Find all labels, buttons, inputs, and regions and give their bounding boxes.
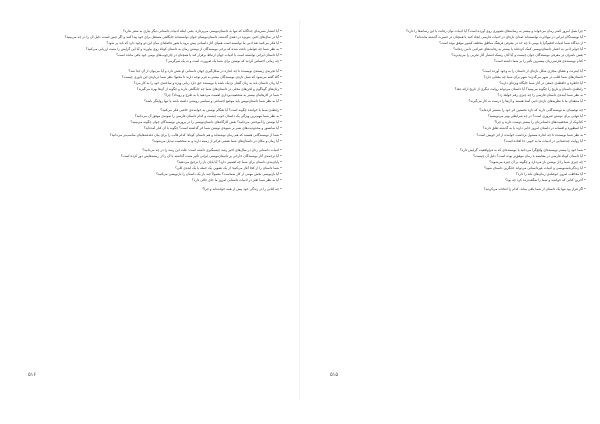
- paragraph: • رابطه‌ی شما با خواننده چگونه است؟ آیا هنگام نوشتن به خواننده‌ی خاصی فکر می‌کنید؟: [160, 108, 282, 113]
- paragraph: • آیا بازنویسی بخش مهمی از کار شماست؟ معمولاً چند بار یک داستان را بازنویسی می‌کنید؟: [156, 172, 282, 177]
- paragraph: • شما در کارهایتان بیشتر به شخصیت‌پردازی اهمیت می‌دهید یا به طرح و رویداد؟ چرا؟: [164, 92, 282, 97]
- paragraph: • داستان‌های شما اغلب در شهر می‌گذرند؛ شهر برای شما چه معنایی دارد؟: [483, 74, 586, 79]
- paragraph: • ادبیات داستانی زنان در سال‌های اخیر رشد چشمگیری داشته است؛ علت این رشد را در چه می‌دانید؟: [142, 147, 282, 152]
- paragraph: • کدام‌یک از شخصیت‌های داستانی‌تان را بیشتر دوست دارید و چرا؟: [494, 120, 586, 125]
- left-page-number: ۵۱۶: [28, 372, 37, 378]
- paragraph: • آیا اینترنت و فضای مجازی شکل تازه‌ای از داستان را به وجود آورده است؟: [482, 68, 586, 73]
- paragraph: • آیا ترجمه‌ی آثار نویسندگان خارجی بر داستان‌نویسی ایرانی تأثیر مثبت گذاشته یا آن را از ریشه‌هایش دور کرده است؟: [120, 153, 282, 158]
- paragraph: • کدام نویسنده‌ی فارسی‌زبان بیشترین تأثیر را بر شما داشته است؟: [493, 59, 586, 64]
- paragraph: • رابطه‌ی داستان و تاریخ را چگونه می‌بینید؟ آیا داستان می‌تواند روایت دیگری از تاریخ ارائه دهد؟: [454, 86, 586, 91]
- right-page-text: [318, 28, 586, 378]
- paragraph: • آیا زندگی‌نامه‌نویسی و ادبیات غیرداستانی می‌تواند جایگزین داستان شود؟: [484, 165, 586, 170]
- right-page-number: ۵۱۵: [330, 372, 339, 378]
- paragraph: • به نظر شما مهم‌ترین ویژگی یک داستان خوب چیست و کدام داستان فارسی را نمونه‌ی موفق آن می‌دانید؟: [134, 114, 282, 119]
- paragraph: • آیا تجربه‌ی زیسته‌ی نویسنده تا چه اندازه در شکل‌گیری جهان داستانی او نقش دارد و آیا می‌توان از آن جدا شد؟: [128, 68, 282, 73]
- paragraph: • آیا نویسندگان ایرانی در مهاجرت توانسته‌اند صدای تازه‌ای در ادبیات فارسی ایجاد کنند یا همچنان در حسرت گذشته مانده‌اند؟: [414, 35, 586, 40]
- paragraph: • چرا نسل امروز کمتر رمان می‌خواند و بیشتر به رسانه‌های تصویری روی آورده است؟ آیا ادبیات توان رقابت با این رسانه‌ها را دارد؟: [406, 29, 586, 33]
- paragraph: • به نظر شما نویسنده تا چه اندازه مسئول برداشت خواننده از اثر خویش است؟: [476, 132, 586, 137]
- paragraph: • آیا انتشار نشریه‌ای جداگانه که تنها به داستان‌نویسی می‌پردازد، یعنی اینکه ادبیات داستانی دیگر نیازی به شعر ندارد؟: [122, 29, 282, 33]
- paragraph: • گاه گفته می‌شود که نسل تازه‌ی نویسندگان بیشتر به فرم توجه دارند تا محتوا؛ نظر شما درباره‌ی این داوری چیست؟: [121, 74, 282, 79]
- right-page: [300, 0, 600, 424]
- paragraph: • آخرین کتابی که خواندید و شما را شگفت‌زده کرد چه بود؟: [505, 178, 586, 183]
- paragraph: • آیا در سال‌های اخیر، به‌ویژه در دهه‌ی گذشته، داستان‌نویسان جوان توانسته‌اند جایگاهی مستقل برای خود پیدا کنند و اگر چنین است، دلیل آن را در چه می‌بینید؟: [64, 35, 282, 40]
- paragraph: • آیا اسطوره و افسانه در داستان امروز جایی دارند یا به گذشته تعلق دارند؟: [482, 126, 586, 131]
- paragraph: • زبان‌های گوناگون و لحن‌های محلی در داستان‌های شما چه جایگاهی دارند و چگونه از آن‌ها بهره می‌گیرید؟: [136, 86, 282, 91]
- paragraph: • از دیدگاه شما ادبیات اقلیم‌گرا یا بومی تا چه حد در معرفی فرهنگ مناطق مختلف کشور موفق بوده است؟: [439, 41, 586, 46]
- paragraph: • آیا داستان کوتاه فارسی در مقایسه با رمان موفق‌تر بوده است؟ دلیل آن چیست؟: [473, 153, 586, 158]
- paragraph: • چه چیزی شما را از نوشتن باز می‌دارد و چگونه بر آن چیره می‌شوید؟: [489, 159, 586, 164]
- paragraph: • آیا نوشتن را آموختنی می‌دانید؟ نقش کارگاه‌های داستان‌نویسی را در پرورش نویسندگان جوان چگونه می‌بینید؟: [130, 120, 282, 125]
- paragraph: • آیا زبان داستان باید به زبان گفتار نزدیک باشد یا نویسنده حق دارد زبانی ویژه و ساخته‌ی خود را به کار ببرد؟: [133, 80, 282, 85]
- paragraph: • چه زمانی احساس کردید که نوشتن برای شما یک ضرورت است و نه یک سرگرمی؟: [165, 59, 282, 64]
- paragraph: • اگر قرار بود تنها یک داستان از شما باقی بماند، کدام را انتخاب می‌کردید؟: [483, 187, 586, 192]
- paragraph: • شما داستان را از کجا آغاز می‌کنید؛ از یک تصویر، یک جمله یا یک ایده‌ی کلی؟: [175, 165, 282, 170]
- paragraph: • به نظر شما آینده‌ی داستان فارسی را چه چیزی رقم خواهد زد؟: [497, 92, 586, 97]
- paragraph: • آیا به نظر شما طنز در ادبیات داستانی امروز ما جای خالی دارد؟: [192, 178, 282, 183]
- left-page-text: [14, 28, 282, 378]
- paragraph: • چه کتابی را در زندگی خود بیش از همه خوانده‌اید و چرا؟: [202, 187, 282, 192]
- paragraph: • پایان‌بندی داستان برای شما چه اهمیتی دارد؟ آیا پایان باز را ترجیح می‌دهید؟: [176, 159, 282, 164]
- paragraph: • نقش ناشران در معرفی نویسندگان جوان چیست و آیا آنان ریسک انتشار آثار تجربی را می‌پذیرند؟: [451, 53, 586, 58]
- paragraph: • آیا مخاطب امروز حوصله‌ی رمان‌های بلند را دارد؟: [515, 172, 586, 177]
- paragraph: • آیا به نظر شما داستان‌نویس باید موضع اجتماعی و سیاسی روشنی داشته باشد یا تنها روایتگر باشد؟: [144, 99, 282, 104]
- paragraph: • آیا زمان و مکان در داستان‌های شما نقشی فراتر از زمینه دارند و به شخصیت تبدیل می‌شوند؟: [152, 138, 282, 143]
- paragraph: • آیا خاطره و حافظه‌ی جمعی در آثار شما جایگاه ویژه‌ای دارند؟: [499, 80, 586, 85]
- paragraph: • آیا فکر می‌کنید نقد ادبی ما توانسته است همپای آثار داستانی پیش برود یا هنوز فاصله‌ای میان این دو وجود دارد که باید پر شود؟: [106, 41, 282, 46]
- paragraph: • آیا جوایز ادبی به اعتبار داستان‌نویسی کمک کرده‌اند یا بیشتر به رقابت‌های غیرادبی دامن زده‌اند؟: [453, 47, 586, 52]
- paragraph: • شما از نویسندگانی هستید که هم رمان نوشته‌اید و هم داستان کوتاه؛ کدام قالب را برای بیان دغدغه‌هایتان مناسب‌تر می‌دانید؟: [109, 132, 282, 137]
- paragraph: • آیا تنهایی برای نوشتن ضروری است؟ در چه شرایطی بهتر می‌نویسید؟: [487, 114, 586, 119]
- paragraph: • چه توصیه‌ای به نویسندگانی دارید که تازه نخستین اثر خود را منتشر کرده‌اند؟: [479, 108, 586, 113]
- paragraph: • آیا سانسور و محدودیت‌های نشر بر شیوه‌ی نوشتن شما اثر گذاشته است؟ چگونه با آن کنار آمده‌اید؟: [143, 126, 282, 131]
- paragraph: • شما خود را بیشتر نویسنده‌ای واقع‌گرا می‌دانید یا نویسنده‌ای که به فراواقعیت گرایش دارد؟: [460, 147, 586, 152]
- paragraph: • آیا منتقدان ما با نظریه‌های تازه‌ی ادبی آشنا هستند و آن‌ها را درست به کار می‌گیرند؟: [468, 99, 586, 104]
- paragraph: • آیا داستان ایرانی توانسته است با ادبیات جهان ارتباط برقرار کند یا همچنان در چارچوب‌های بومی خود باقی مانده است؟: [116, 53, 282, 58]
- paragraph: • به نظر شما چه عواملی باعث شده که برخی نویسندگان از نوشتن رمان به داستان کوتاه روی بیاورند و آیا این گرایش را مثبت ارزیابی می‌کنید؟: [85, 47, 282, 52]
- paragraph: • آیا روایت چندصدایی در ادبیات ما به خوبی جا افتاده است؟: [503, 138, 586, 143]
